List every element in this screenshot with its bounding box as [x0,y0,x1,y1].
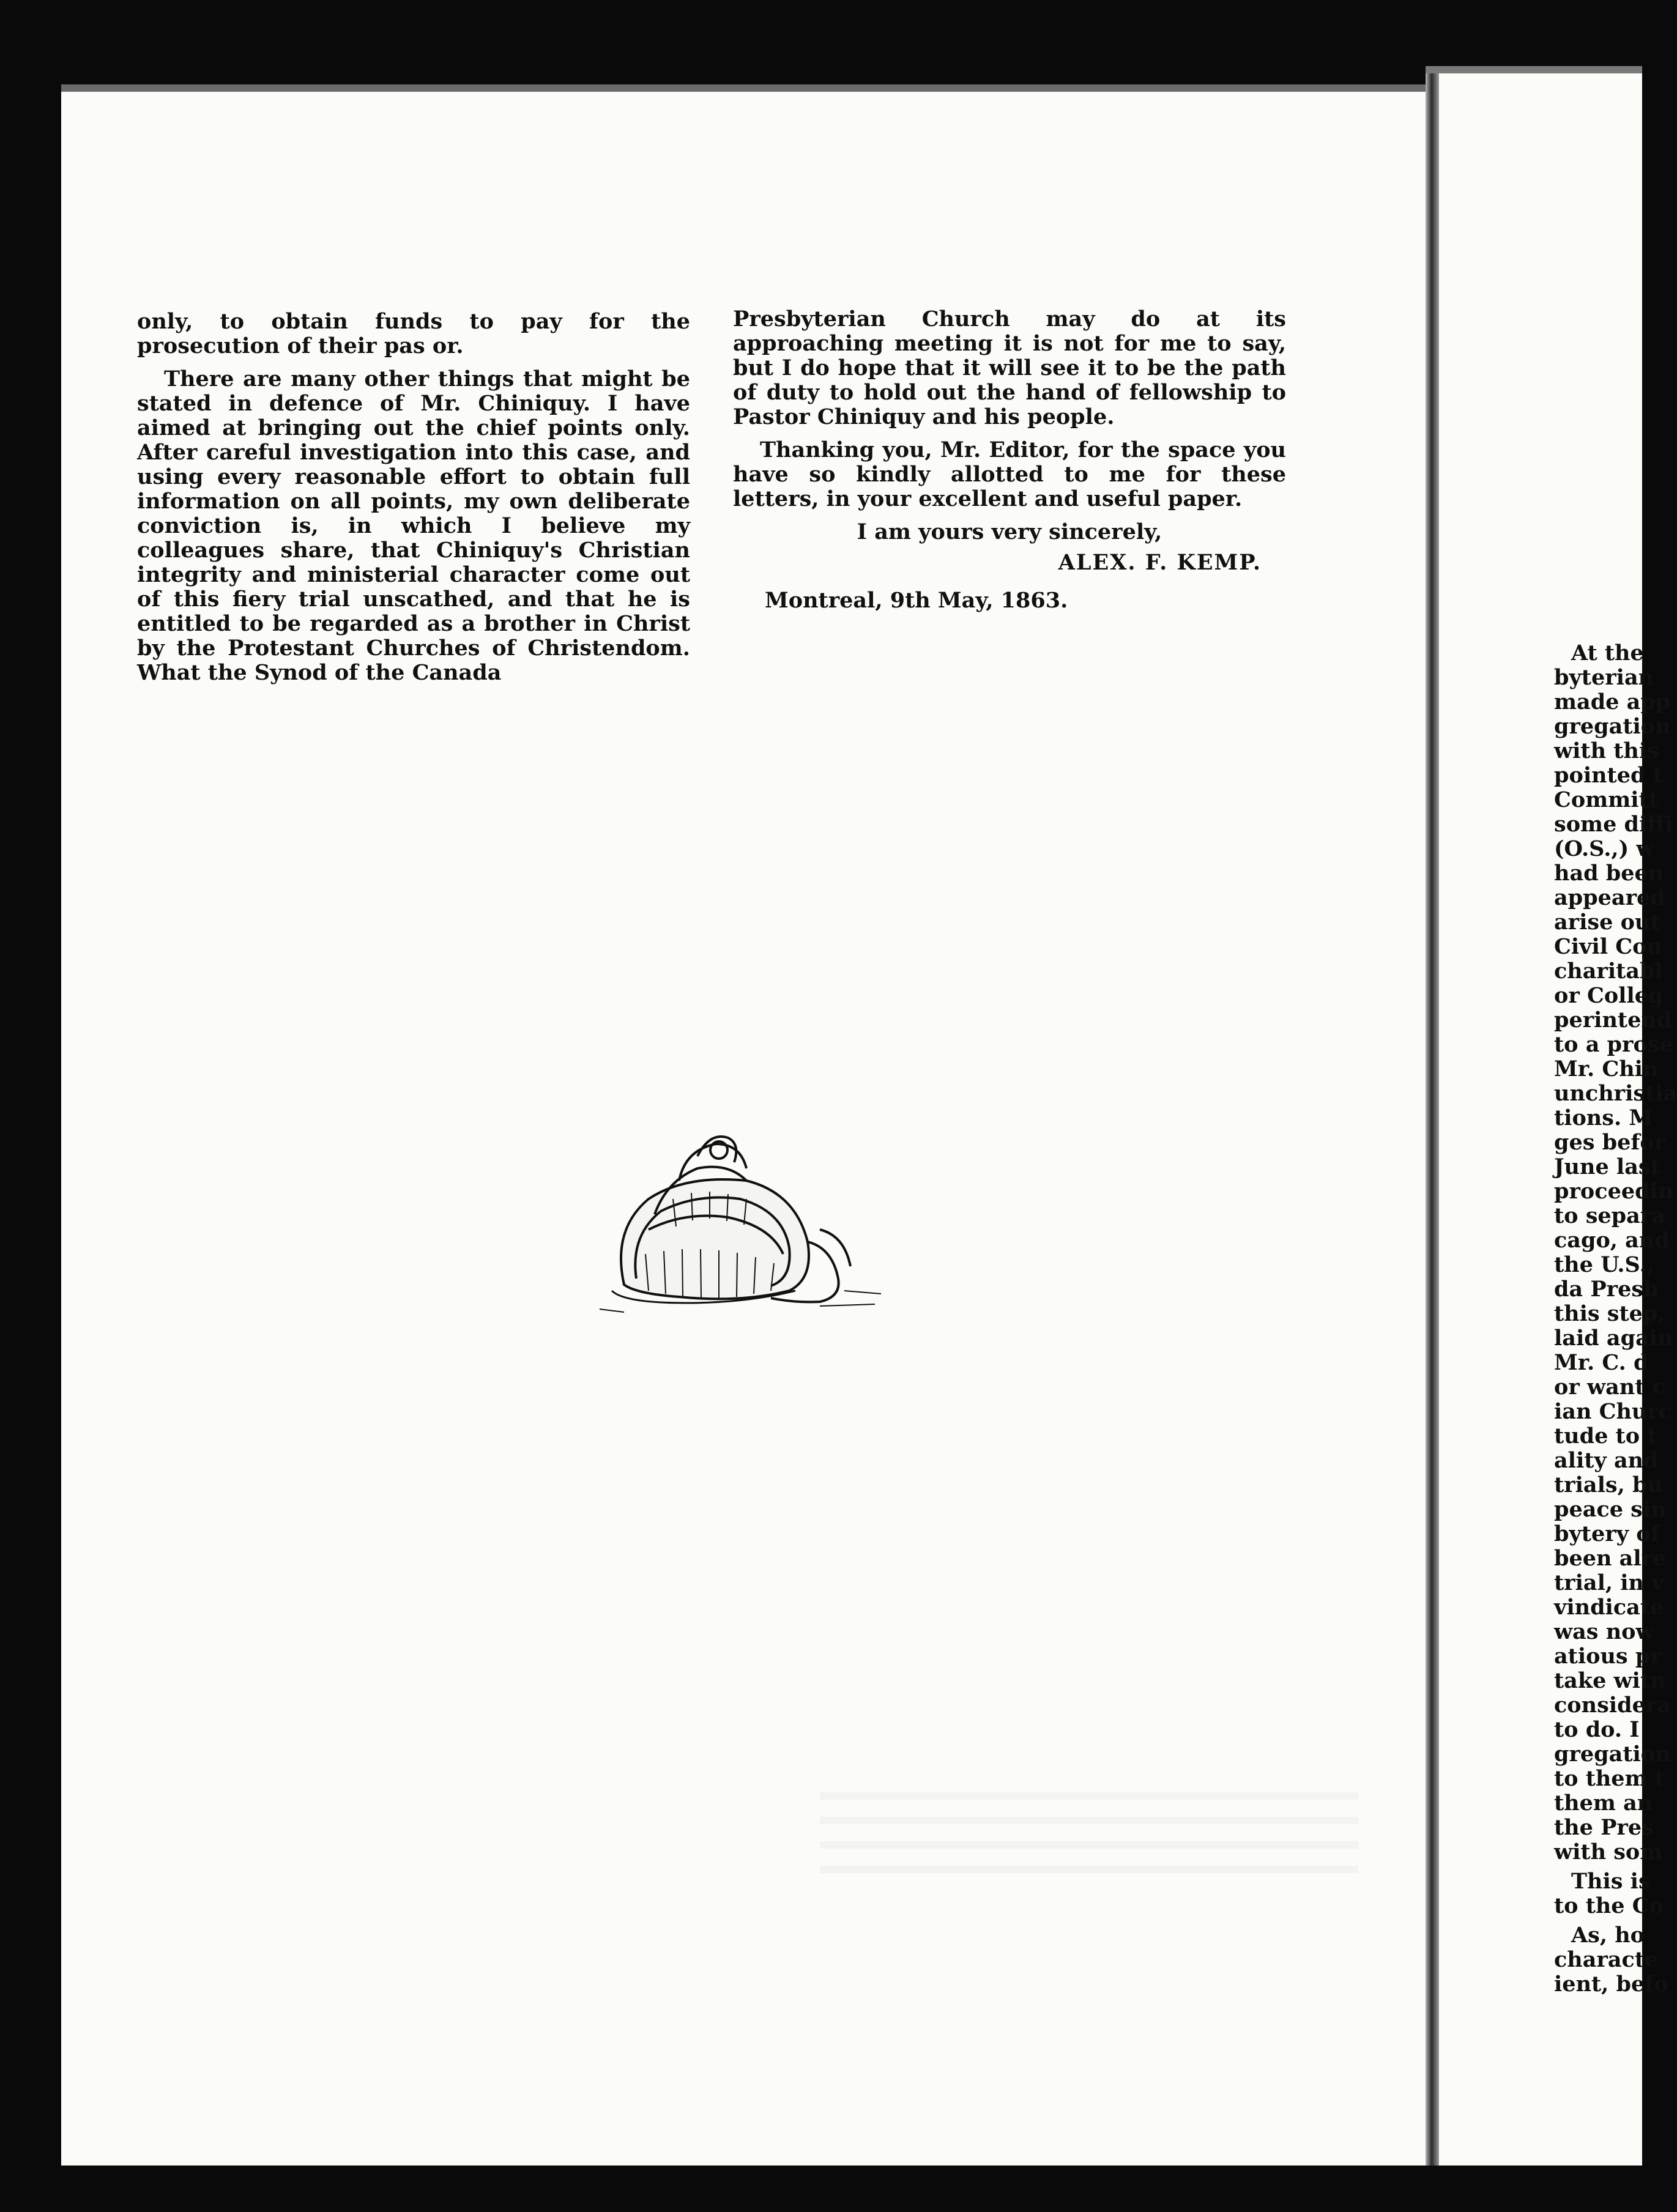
fragment-line: considera [1554,1693,1671,1718]
fragment-line: This is [1571,1869,1651,1894]
fragment-line: to separa [1554,1203,1665,1228]
fragment-line: byterian [1554,665,1654,690]
fragment-line: Mr. C. d [1554,1350,1649,1375]
fragment-line: bytery of [1554,1521,1660,1546]
fragment-line: to the Co [1554,1893,1664,1918]
fragment-line: proceedin [1554,1179,1674,1204]
fragment-line: ality and [1554,1448,1659,1473]
fragment-line: trial, in v [1554,1570,1664,1595]
fragment-line: tions. M [1554,1105,1653,1130]
fragment-line: At the [1571,640,1644,666]
fragment-line: or Colleg [1554,983,1664,1008]
fragment-line: Mr. Chin [1554,1056,1659,1082]
snail-icon [587,1107,893,1327]
fragment-line: with this [1554,738,1659,763]
fragment-line: As, ho [1571,1923,1645,1948]
middle-paragraph-1: Presbyterian Church may do at its approaching meeting it is not for me to say, but I do hope that it will see it to be the path of duty to hold out the hand of fellowship to Pastor Chiniquy and his people. [733,306,1286,429]
fragment-line: been alre [1554,1546,1667,1571]
fragment-line: unchristia [1554,1081,1677,1106]
fragment-line: was now [1554,1619,1654,1644]
fragment-line: ient, befo [1554,1972,1668,1997]
letter-dateline: Montreal, 9th May, 1863. [765,588,1068,613]
fragment-line: some diffi [1554,812,1673,837]
fragment-line: tude to t [1554,1423,1657,1449]
letter-closing: I am yours very sincerely, [857,519,1162,544]
fragment-line: or want c [1554,1375,1665,1400]
book-gutter [1426,73,1439,2166]
fragment-line: had been [1554,861,1664,886]
fragment-line: atious pr [1554,1644,1662,1669]
fragment-line: ian Churc [1554,1399,1672,1424]
fragment-line: gregation [1554,1742,1671,1767]
fragment-line: da Presb [1554,1277,1659,1302]
fragment-line: perintend [1554,1008,1672,1033]
fragment-line: Civil Cou [1554,934,1662,959]
fragment-line: appeared [1554,885,1665,910]
letter-signature: ALEX. F. KEMP. [1058,550,1262,575]
fragment-line: arise out [1554,910,1660,935]
fragment-line: characte [1554,1947,1659,1972]
middle-text-column [733,307,1286,613]
fragment-line: the U.S., [1554,1252,1654,1277]
fragment-line: ges befor [1554,1130,1666,1155]
fragment-line: the Pres [1554,1815,1654,1840]
fragment-line: June last [1554,1154,1660,1179]
fragment-line: vindicate [1554,1595,1664,1620]
fragment-line: peace sin [1554,1497,1667,1522]
fragment-line: gregation [1554,714,1671,739]
fragment-line: this step, [1554,1301,1665,1326]
fragment-line: made app [1554,689,1671,714]
left-paragraph-2: There are many other things that might be stated in defence of Mr. Chiniquy. I have aimed at bringing out the chief points only. After careful investigation into this case, and using every reasonable effort to obtain full information on all points, my own deliberate conviction is, in which I believe my colleagues share, that Chiniquy's Christian integrity and ministerial character come out of this fiery trial unscathed, and that he is entitled to be regarded as a brother in Christ by the Protestant Churches of Christendom. What the Synod of the Canada [137,366,690,685]
middle-paragraph-2: Thanking you, Mr. Editor, for the space you have so kindly allotted to me for these letters, in your excellent and useful paper. [733,437,1286,511]
left-text-column [137,310,690,685]
fragment-line: with som [1554,1839,1663,1865]
fragment-line: (O.S.,) w [1554,836,1655,861]
fragment-line: laid again [1554,1326,1673,1351]
fragment-line: charitabl [1554,959,1663,984]
fragment-line: to them t [1554,1766,1665,1791]
bleed-through-text [820,1792,1358,1890]
fragment-line: Committ [1554,787,1659,812]
fragment-line: to do. I [1554,1717,1640,1742]
right-page-text-fragment [1554,640,1677,1997]
fragment-line: cago, and [1554,1228,1670,1253]
fragment-line: pointed t [1554,763,1663,788]
fragment-line: to a prose [1554,1032,1673,1057]
left-paragraph-1: only, to obtain funds to pay for the prosecution of their pas or. [137,309,690,358]
fragment-line: trials, bu [1554,1472,1663,1498]
fragment-line: take witn [1554,1668,1666,1693]
fragment-line: them an [1554,1791,1653,1816]
